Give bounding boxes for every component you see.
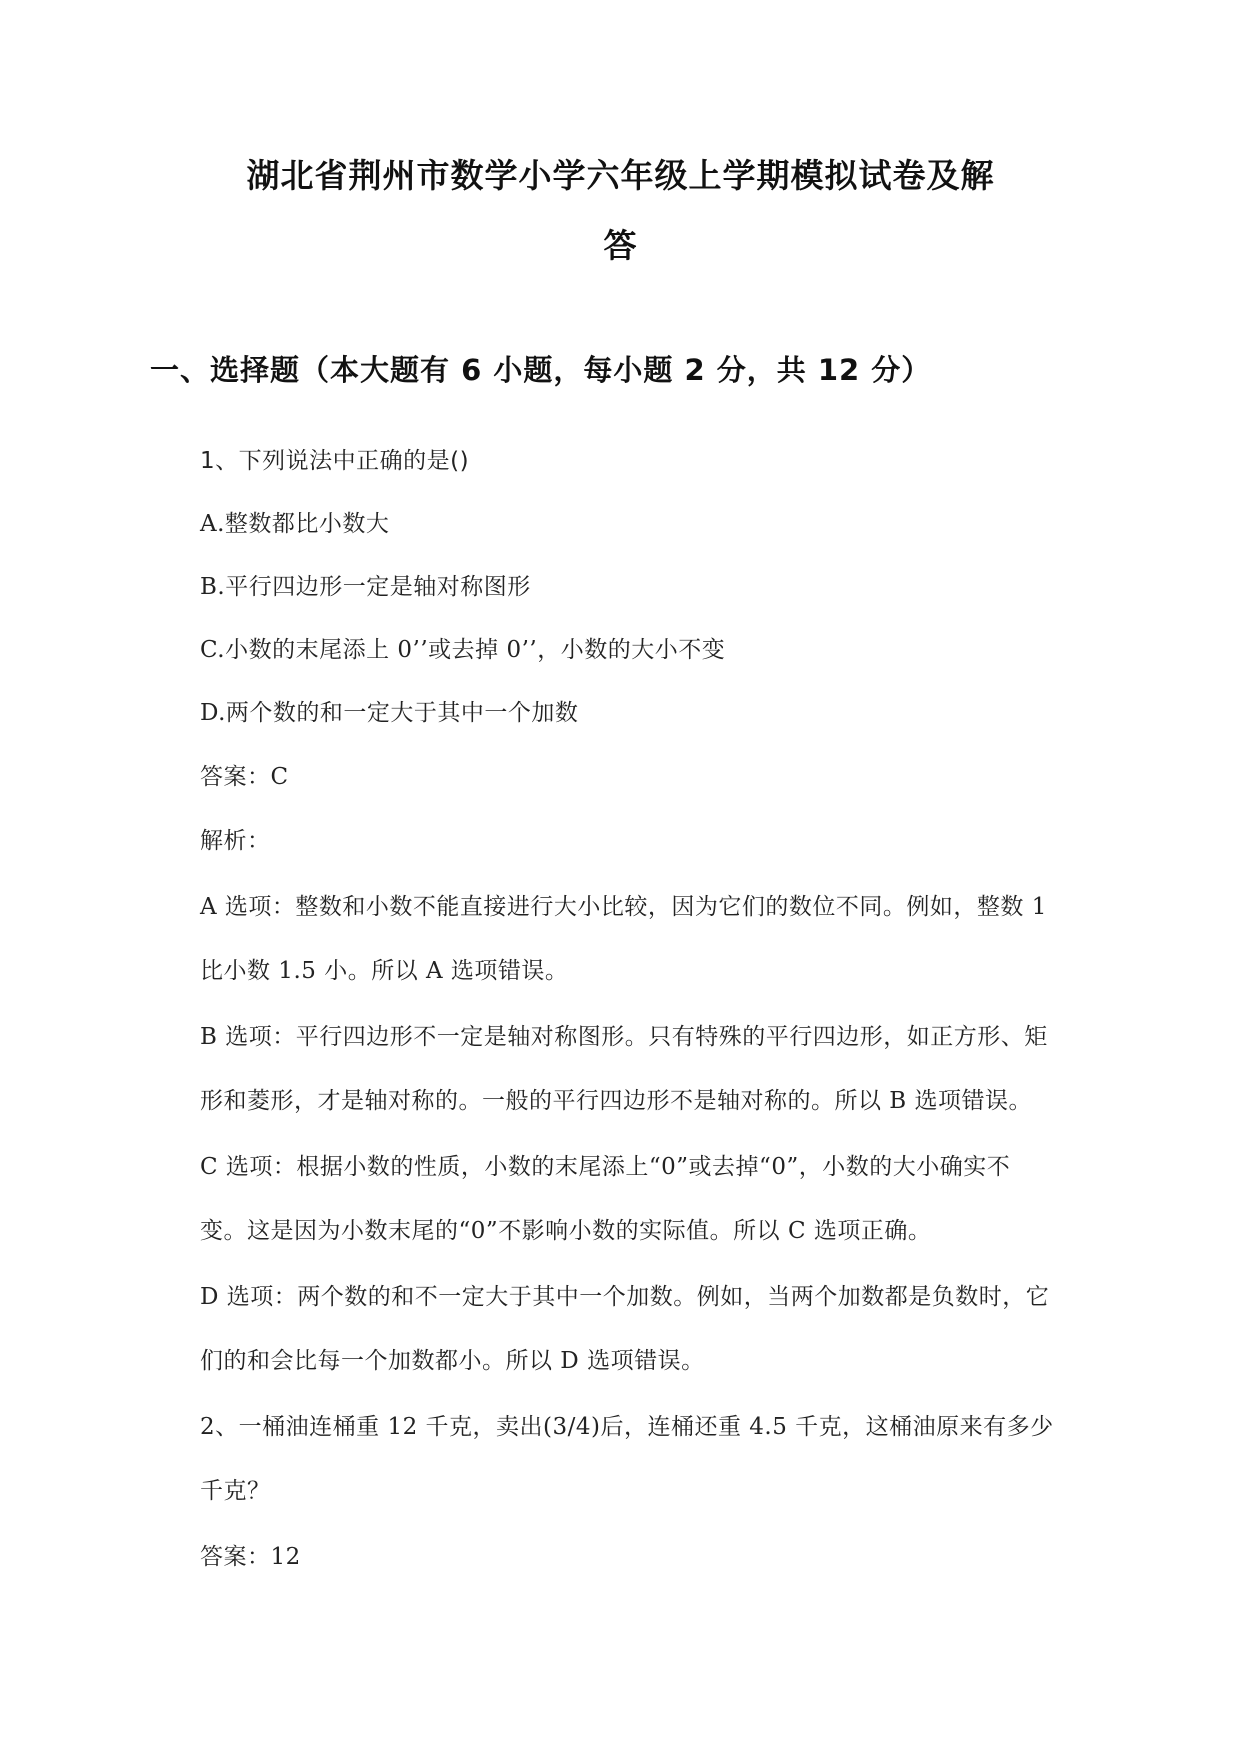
document-title-line-2: 答 [603,226,638,265]
analysis-line: 变。这是因为小数末尾的“0”不影响小数的实际值。所以 C 选项正确。 [200,1218,932,1244]
question-2-stem-line-1: 2、一桶油连桶重 12 千克，卖出(3/4)后，连桶还重 4.5 千克，这桶油原来有多少 [200,1414,1054,1440]
analysis-line: 比小数 1.5 小。所以 A 选项错误。 [200,958,569,984]
question-2-answer: 答案：12 [200,1544,301,1570]
document-title-line-1: 湖北省荆州市数学小学六年级上学期模拟试卷及解 [246,156,995,195]
question-1-answer: 答案：C [200,764,289,790]
analysis-line: B 选项：平行四边形不一定是轴对称图形。只有特殊的平行四边形，如正方形、矩 [200,1024,1048,1050]
analysis-line: C 选项：根据小数的性质，小数的末尾添上“0”或去掉“0”，小数的大小确实不 [200,1154,1011,1180]
question-1-option-d: D.两个数的和一定大于其中一个加数 [200,700,579,726]
question-1-analysis-label: 解析： [200,828,271,854]
analysis-line: D 选项：两个数的和不一定大于其中一个加数。例如，当两个加数都是负数时，它 [200,1284,1050,1310]
analysis-line: A 选项：整数和小数不能直接进行大小比较，因为它们的数位不同。例如，整数 1 [200,894,1047,920]
question-1-option-b: B.平行四边形一定是轴对称图形 [200,574,531,600]
section-heading-choice: 一、选择题（本大题有 6 小题，每小题 2 分，共 12 分） [150,353,932,387]
question-1-stem: 1、下列说法中正确的是() [200,448,470,474]
question-1-option-a: A.整数都比小数大 [200,511,390,537]
question-1-option-c: C.小数的末尾添上 0’’或去掉 0’’，小数的大小不变 [200,637,726,663]
analysis-line: 形和菱形，才是轴对称的。一般的平行四边形不是轴对称的。所以 B 选项错误。 [200,1088,1033,1114]
analysis-line: 们的和会比每一个加数都小。所以 D 选项错误。 [200,1348,705,1374]
question-2-stem-line-2: 千克？ [200,1478,271,1504]
